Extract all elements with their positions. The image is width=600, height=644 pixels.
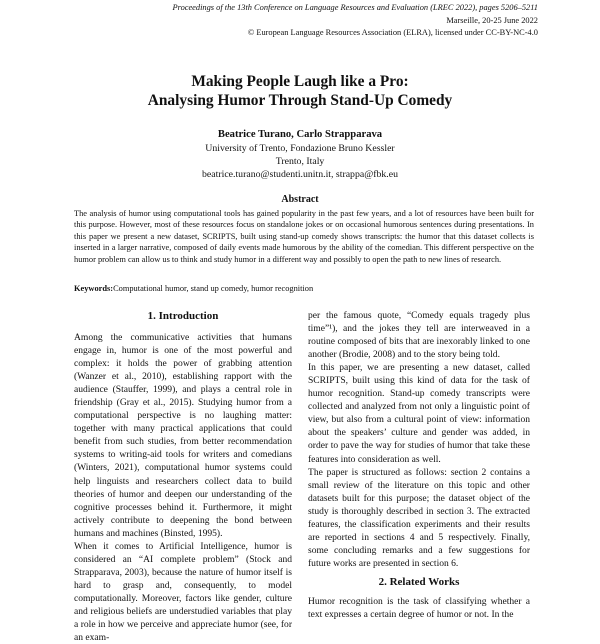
title-line-2: Analysing Humor Through Stand-Up Comedy [147, 92, 453, 109]
intro-paragraph-2: When it comes to Artificial Intelligence, humor is considered an “AI complete problem” (Stock and Strapparava, 2003), because the nature of humor itself is hard to grasp and, consequently, to model computationally. Moreover, factors like gender, culture and religious beliefs are understudied variables that play a role in how we perceive and appreciate humor (see, for an exam- [74, 540, 292, 644]
author-names: Beatrice Turano, Carlo Strapparava [217, 129, 383, 140]
abstract-text: The analysis of humor using computational tools has gained popularity in the past few years, and a lot of resources have been built for this purpose. However, most of these resources focus on standalone jokes or on occasional humorous sentences during presentations. In this paper we present a new dataset, SCRIPTS, built using stand-up comedy shows transcripts: the humor that this dataset collects is inserted in a larger narrative, composed of daily events made humorous by the ability of the comedian. This different perspective on the humor problem can allow us to think and study humor in a different way and possibly to open the path to new lines of research. [74, 209, 534, 264]
left-column [74, 309, 292, 644]
author-emails: beatrice.turano@studenti.unitn.it, strappa@fbk.eu [202, 169, 398, 180]
right-paragraph-3: The paper is structured as follows: section 2 contains a small review of the literature on this topic and other datasets built for this purpose; the dataset object of the study is thoroughly described in section 3. The extracted features, the classification experiments and their results are reported in sections 4 and 5 respectively. Finally, some concluding remarks and a few suggestions for future works are presented in section 6. [308, 466, 530, 569]
author-location: Trento, Italy [275, 156, 325, 167]
keywords-line [74, 284, 534, 293]
keywords-text: Computational humor, stand up comedy, humor recognition [113, 284, 314, 293]
author-block [0, 128, 600, 181]
intro-paragraph-1: Among the communicative activities that humans engage in, humor is one of the most powerful and complex: it holds the power of grabbing attention (Wanzer et al., 2010), establishing rapport with the audience (Stauffer, 1999), and plays a central role in friendship (Gray et al., 2015). Studying humor from a computational perspective is no laughing matter: together with many practical applications that could benefit from such studies, from better recommendation systems to writing-aid tools for writers and comedians (Winters, 2021), computational humor systems could help linguists and researchers collect data to build theories of humor and deepen our understanding of the cognitive processes behind it. Furthermore, it might actively contribute to deepening the bond between humans and machines (Binsted, 1995). [74, 332, 292, 539]
license-line: © European Language Resources Association (ELRA), licensed under CC-BY-NC-4.0 [247, 28, 538, 38]
proceedings-header [118, 2, 538, 40]
keywords-label: Keywords: [74, 284, 114, 293]
right-column [308, 309, 530, 621]
venue-line: Proceedings of the 13th Conference on Language Resources and Evaluation (LREC 2022), pages 5206–5211 [172, 3, 538, 12]
right-paragraph-1: per the famous quote, “Comedy equals tragedy plus time”¹), and the jokes they tell are interweaved in a routine composed of bits that are inexorably linked to one another (Brodie, 2008) and to the story being told. [308, 310, 530, 361]
introduction-heading: 1. Introduction [147, 310, 219, 322]
paper-title [0, 72, 600, 110]
related-works-heading: 2. Related Works [378, 575, 460, 588]
related-paragraph-1: Humor recognition is the task of classifying whether a text expresses a certain degree of humor or not. In the [308, 595, 530, 620]
abstract-heading: Abstract [281, 194, 319, 205]
right-paragraph-2: In this paper, we are presenting a new dataset, called SCRIPTS, built using this kind of data for the task of humor recognition. Stand-up comedy transcripts were collected and analyzed from not only a linguistic point of view, but also from a cultural point of view: information about the speakers’ culture and gender was added, in order to pave the way for studies of humor that take these features into consideration as well. [308, 362, 530, 465]
title-line-1: Making People Laugh like a Pro: [191, 73, 409, 90]
location-date-line: Marseille, 20-25 June 2022 [446, 15, 538, 25]
author-affiliation: University of Trento, Fondazione Bruno Kessler [205, 143, 395, 154]
